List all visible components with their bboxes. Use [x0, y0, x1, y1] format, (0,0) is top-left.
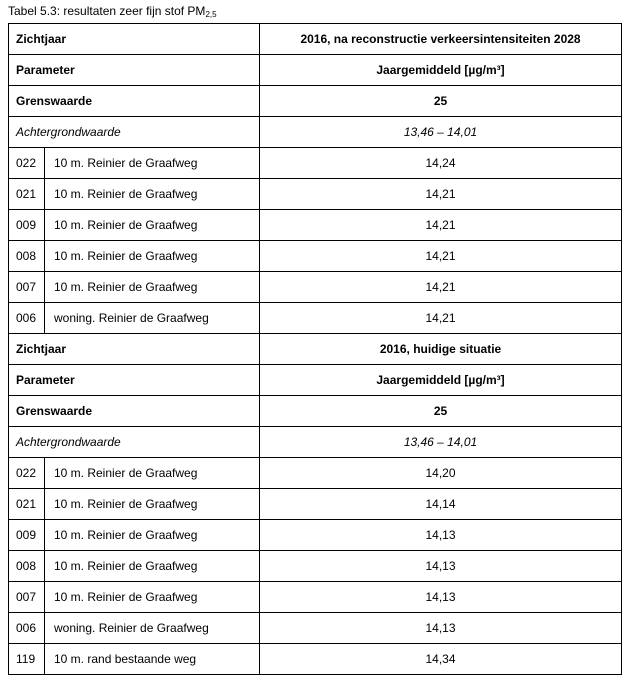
achtergrond-row — [9, 117, 622, 148]
parameter-value: Jaargemiddeld [µg/m³] — [260, 365, 622, 396]
table-row — [9, 210, 622, 241]
receptor-location: woning. Reinier de Graafweg — [45, 613, 260, 644]
receptor-location: 10 m. Reinier de Graafweg — [45, 210, 260, 241]
table-row — [9, 613, 622, 644]
caption-subscript: 2,5 — [205, 10, 217, 19]
achtergrond-label: Achtergrondwaarde — [9, 117, 260, 148]
table-row — [9, 272, 622, 303]
receptor-code: 006 — [9, 303, 45, 334]
table-row — [9, 520, 622, 551]
receptor-location: 10 m. Reinier de Graafweg — [45, 272, 260, 303]
receptor-location: 10 m. Reinier de Graafweg — [45, 148, 260, 179]
zichtjaar-label: Zichtjaar — [9, 24, 260, 55]
table-row — [9, 644, 622, 675]
receptor-value: 14,20 — [260, 458, 622, 489]
grenswaarde-row — [9, 86, 622, 117]
receptor-value: 14,24 — [260, 148, 622, 179]
table-row — [9, 582, 622, 613]
receptor-value: 14,21 — [260, 241, 622, 272]
table-row — [9, 241, 622, 272]
table-row — [9, 551, 622, 582]
table-caption — [8, 4, 217, 22]
receptor-location: 10 m. Reinier de Graafweg — [45, 179, 260, 210]
parameter-label: Parameter — [9, 365, 260, 396]
receptor-location: 10 m. Reinier de Graafweg — [45, 489, 260, 520]
receptor-value: 14,13 — [260, 582, 622, 613]
receptor-value: 14,21 — [260, 272, 622, 303]
receptor-code: 119 — [9, 644, 45, 675]
receptor-code: 007 — [9, 582, 45, 613]
receptor-location: 10 m. rand bestaande weg — [45, 644, 260, 675]
receptor-code: 006 — [9, 613, 45, 644]
zichtjaar-row — [9, 334, 622, 365]
achtergrond-row — [9, 427, 622, 458]
receptor-value: 14,21 — [260, 303, 622, 334]
receptor-code: 022 — [9, 148, 45, 179]
receptor-code: 008 — [9, 551, 45, 582]
parameter-row — [9, 365, 622, 396]
achtergrond-value: 13,46 – 14,01 — [260, 427, 622, 458]
receptor-value: 14,34 — [260, 644, 622, 675]
zichtjaar-label: Zichtjaar — [9, 334, 260, 365]
receptor-value: 14,21 — [260, 179, 622, 210]
zichtjaar-value: 2016, na reconstructie verkeersintensiteiten 2028 — [260, 24, 622, 55]
table-row — [9, 179, 622, 210]
grenswaarde-value: 25 — [260, 396, 622, 427]
receptor-code: 008 — [9, 241, 45, 272]
receptor-value: 14,13 — [260, 551, 622, 582]
receptor-location: 10 m. Reinier de Graafweg — [45, 551, 260, 582]
parameter-label: Parameter — [9, 55, 260, 86]
receptor-location: 10 m. Reinier de Graafweg — [45, 458, 260, 489]
achtergrond-label: Achtergrondwaarde — [9, 427, 260, 458]
parameter-row — [9, 55, 622, 86]
receptor-code: 009 — [9, 210, 45, 241]
grenswaarde-label: Grenswaarde — [9, 86, 260, 117]
table-row — [9, 489, 622, 520]
receptor-code: 022 — [9, 458, 45, 489]
table-row — [9, 458, 622, 489]
table-row — [9, 148, 622, 179]
caption-text: Tabel 5.3: resultaten zeer fijn stof PM — [8, 4, 206, 18]
receptor-value: 14,13 — [260, 613, 622, 644]
receptor-code: 007 — [9, 272, 45, 303]
grenswaarde-value: 25 — [260, 86, 622, 117]
achtergrond-value: 13,46 – 14,01 — [260, 117, 622, 148]
receptor-code: 021 — [9, 179, 45, 210]
receptor-location: 10 m. Reinier de Graafweg — [45, 241, 260, 272]
grenswaarde-row — [9, 396, 622, 427]
grenswaarde-label: Grenswaarde — [9, 396, 260, 427]
parameter-value: Jaargemiddeld [µg/m³] — [260, 55, 622, 86]
receptor-location: woning. Reinier de Graafweg — [45, 303, 260, 334]
zichtjaar-value: 2016, huidige situatie — [260, 334, 622, 365]
table-row — [9, 303, 622, 334]
receptor-value: 14,14 — [260, 489, 622, 520]
receptor-code: 021 — [9, 489, 45, 520]
receptor-value: 14,21 — [260, 210, 622, 241]
receptor-location: 10 m. Reinier de Graafweg — [45, 520, 260, 551]
zichtjaar-row — [9, 24, 622, 55]
receptor-value: 14,13 — [260, 520, 622, 551]
results-table — [8, 23, 622, 675]
receptor-location: 10 m. Reinier de Graafweg — [45, 582, 260, 613]
receptor-code: 009 — [9, 520, 45, 551]
